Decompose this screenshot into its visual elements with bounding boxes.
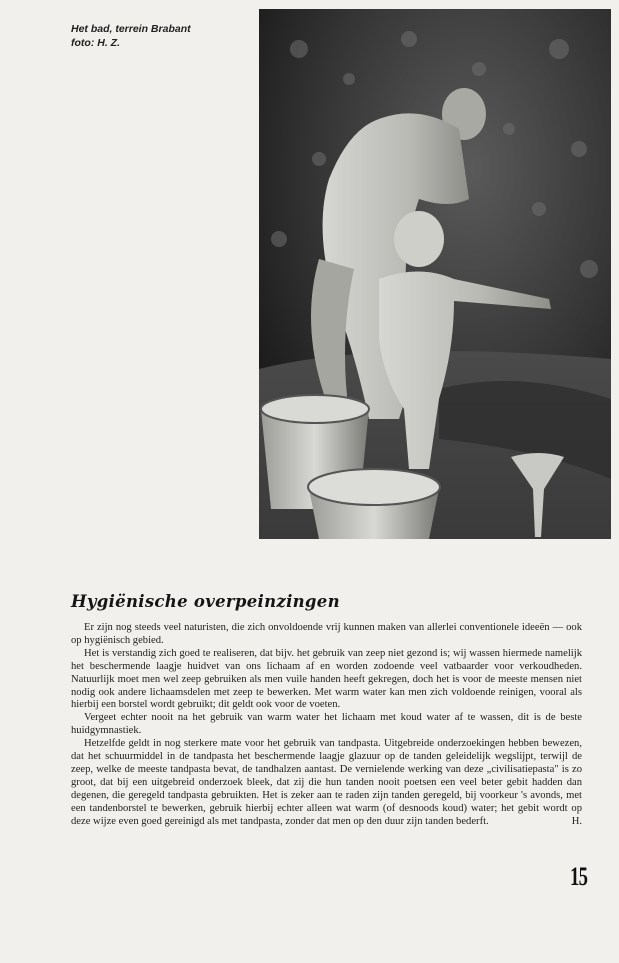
caption-line-2: foto: H. Z. (71, 37, 120, 49)
article-body (71, 622, 582, 829)
paragraph: Er zijn nog steeds veel naturisten, die zich onvoldoende vrij kunnen maken van allerlei conventionele ideeën — ook op hygiënisch gebied. (71, 622, 582, 646)
photo-image (259, 9, 611, 539)
paragraph: Hetzelfde geldt in nog sterkere mate voor het gebruik van tandpasta. Uitgebreide onderzoekingen hebben bewezen, dat het schuurmiddel in de tandpasta het beschermende laagje glazuur op de tanden geleidelijk wegslijpt, terwijl de zeep, welke de meeste tandpasta bevat, de tandhalzen aantast. De vernielende werking van deze „civilisatiepasta" is zo groot, dat bij een uitgebreid onderzoek bleek, dat zij die hun tanden nooit poetsen een veel beter gebit hadden dan degenen, die geregeld tandpasta gebruikten. Het is zeker aan te raden zijn tanden geregeld, bij voorkeur 's avonds, met een tandenborstel te bewerken, gebruik hierbij echter alleen wat warm (of desnoods koud) water; het gebit wordt op deze wijze even goed gereinigd als met tandpasta, zonder dat men op den duur zijn tanden bederft. (71, 738, 582, 827)
photo (259, 9, 611, 539)
photo-caption (71, 22, 251, 50)
paragraph: Het is verstandig zich goed te realiseren, dat bijv. het gebruik van zeep niet gezond is; wij wassen hiermede namelijk het beschermende laagje huidvet van ons lichaam af en worden zodoende veel vatbaarder voor verkoudheden. Natuurlijk moet men wel zeep gebruiken als men vuile handen heeft gekregen, doch het is voor de meeste mensen niet nodig ook andere lichaamsdelen met zeep te bewerken. Met warm water kan men zich voldoende reinigen, vooral als hierbij een borstel wordt gebruikt; dit geldt ook voor de voeten. (71, 647, 582, 711)
author-signature: H. (571, 815, 582, 827)
page-number: 15 (570, 862, 588, 891)
paragraph: Vergeet echter nooit na het gebruik van warm water het lichaam met koud water af te wassen, dit is de beste huidgymnastiek. (71, 712, 582, 737)
article-title: Hygiënische overpeinzingen (71, 592, 340, 611)
caption-line-1: Het bad, terrein Brabant (71, 23, 191, 35)
